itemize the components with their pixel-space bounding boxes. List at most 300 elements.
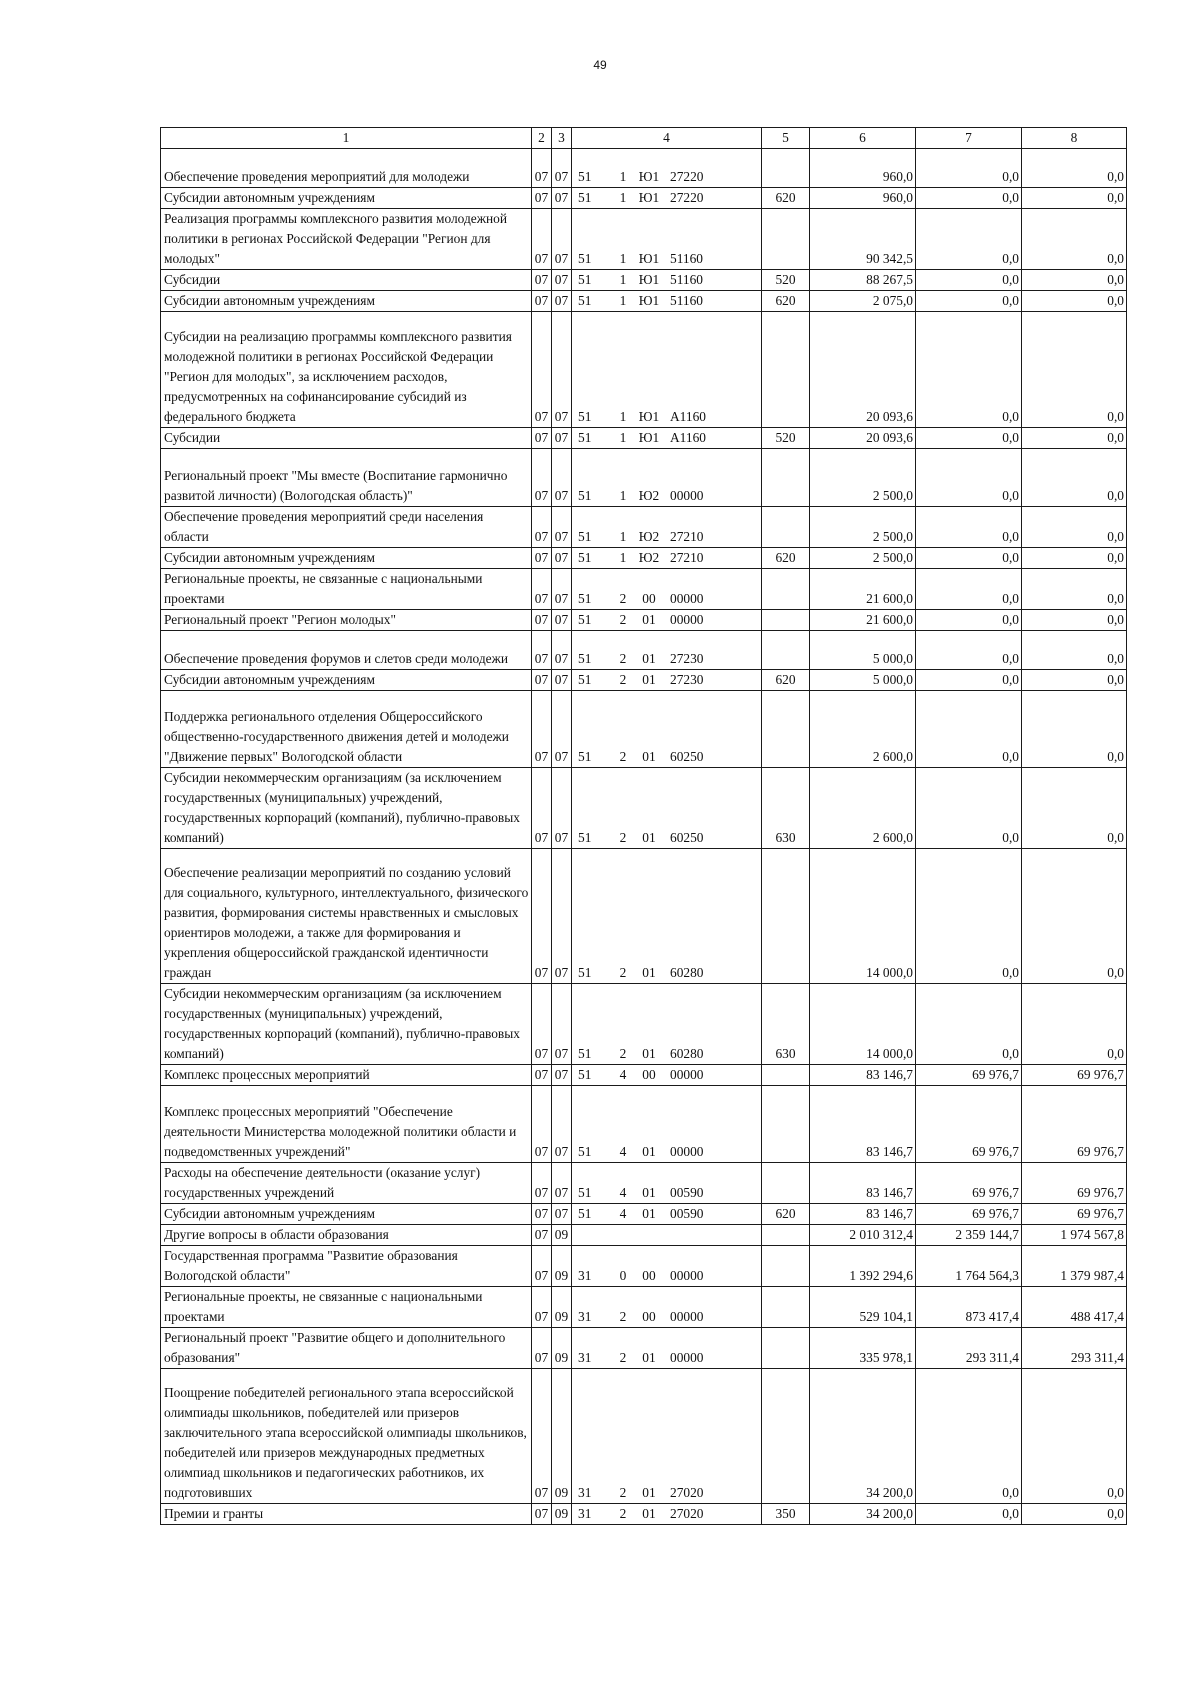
table-row bbox=[161, 188, 1127, 209]
subsection-code-cell: 09 bbox=[552, 1328, 572, 1369]
code-part-k1: 51 bbox=[578, 1206, 592, 1221]
section-code-cell: 07 bbox=[532, 691, 552, 768]
subsection-code-cell: 07 bbox=[552, 1163, 572, 1204]
row-name-cell: Субсидии автономным учреждениям bbox=[161, 1204, 532, 1225]
code-part-k3: 01 bbox=[642, 1506, 656, 1521]
section-code-cell: 07 bbox=[532, 449, 552, 507]
row-name-cell: Субсидии на реализацию программы комплексного развития молодежной политики в регионах Российской Федерации "Регион для молодых", за исключением расходов, предусмотренных на софинансирование субсидий из федерального бюджета bbox=[161, 312, 532, 428]
row-name-cell: Обеспечение проведения мероприятий для молодежи bbox=[161, 149, 532, 188]
code-part-k2: 1 bbox=[619, 169, 627, 184]
table-row bbox=[161, 1204, 1127, 1225]
code-part-k3: 01 bbox=[642, 612, 656, 627]
table-row bbox=[161, 691, 1127, 768]
code-part-k4: 60250 bbox=[670, 830, 704, 845]
amount-col7-cell: 0,0 bbox=[916, 312, 1022, 428]
target-article-code-cell bbox=[572, 1225, 762, 1246]
table-row bbox=[161, 507, 1127, 548]
target-article-code-cell bbox=[572, 428, 762, 449]
amount-col7-cell: 0,0 bbox=[916, 507, 1022, 548]
subsection-code-cell: 07 bbox=[552, 188, 572, 209]
row-name-cell: Субсидии автономным учреждениям bbox=[161, 188, 532, 209]
code-part-k4: 27210 bbox=[670, 550, 704, 565]
code-part-k1: 51 bbox=[578, 293, 592, 308]
target-article-code-cell bbox=[572, 312, 762, 428]
section-code-cell: 07 bbox=[532, 188, 552, 209]
code-part-k1: 51 bbox=[578, 430, 592, 445]
row-name-cell: Комплекс процессных мероприятий "Обеспечение деятельности Министерства молодежной политики области и подведомственных учреждений" bbox=[161, 1086, 532, 1163]
target-article-code-cell bbox=[572, 1246, 762, 1287]
subsection-code-cell: 07 bbox=[552, 849, 572, 984]
row-name-cell: Региональный проект "Регион молодых" bbox=[161, 610, 532, 631]
section-code-cell: 07 bbox=[532, 984, 552, 1065]
expense-type-cell bbox=[762, 149, 810, 188]
amount-col8-cell: 0,0 bbox=[1022, 691, 1127, 768]
target-article-code-cell bbox=[572, 631, 762, 670]
code-part-k3: Ю2 bbox=[638, 550, 660, 565]
amount-col8-cell: 0,0 bbox=[1022, 670, 1127, 691]
amount-col6-cell: 21 600,0 bbox=[810, 610, 916, 631]
target-article-code-cell bbox=[572, 691, 762, 768]
amount-col6-cell: 34 200,0 bbox=[810, 1369, 916, 1504]
table-row bbox=[161, 610, 1127, 631]
target-article-code-cell bbox=[572, 984, 762, 1065]
expense-type-cell: 620 bbox=[762, 188, 810, 209]
code-part-k1: 51 bbox=[578, 550, 592, 565]
code-part-k2: 4 bbox=[619, 1067, 627, 1082]
section-code-cell: 07 bbox=[532, 1246, 552, 1287]
section-code-cell: 07 bbox=[532, 670, 552, 691]
section-code-cell: 07 bbox=[532, 209, 552, 270]
target-article-code-cell bbox=[572, 1086, 762, 1163]
subsection-code-cell: 07 bbox=[552, 569, 572, 610]
code-part-k2: 1 bbox=[619, 550, 627, 565]
amount-col8-cell: 293 311,4 bbox=[1022, 1328, 1127, 1369]
code-part-k2: 1 bbox=[619, 251, 627, 266]
table-row bbox=[161, 670, 1127, 691]
header-col-7: 7 bbox=[916, 128, 1022, 149]
expense-type-cell bbox=[762, 1225, 810, 1246]
code-part-k1: 51 bbox=[578, 830, 592, 845]
section-code-cell: 07 bbox=[532, 1287, 552, 1328]
row-name-cell: Субсидии автономным учреждениям bbox=[161, 291, 532, 312]
subsection-code-cell: 07 bbox=[552, 691, 572, 768]
target-article-code-cell bbox=[572, 1369, 762, 1504]
row-name-cell: Субсидии автономным учреждениям bbox=[161, 548, 532, 569]
table-row bbox=[161, 1369, 1127, 1504]
code-part-k1: 31 bbox=[578, 1309, 592, 1324]
subsection-code-cell: 09 bbox=[552, 1369, 572, 1504]
amount-col8-cell: 69 976,7 bbox=[1022, 1204, 1127, 1225]
code-part-k4: 60280 bbox=[670, 965, 704, 980]
code-part-k3: 01 bbox=[642, 965, 656, 980]
row-name-cell: Другие вопросы в области образования bbox=[161, 1225, 532, 1246]
expense-type-cell bbox=[762, 1287, 810, 1328]
code-part-k3: 01 bbox=[642, 1185, 656, 1200]
row-name-cell: Премии и гранты bbox=[161, 1504, 532, 1525]
code-part-k3: Ю1 bbox=[638, 169, 660, 184]
amount-col7-cell: 69 976,7 bbox=[916, 1204, 1022, 1225]
expense-type-cell bbox=[762, 209, 810, 270]
subsection-code-cell: 07 bbox=[552, 449, 572, 507]
amount-col7-cell: 0,0 bbox=[916, 270, 1022, 291]
code-part-k1: 51 bbox=[578, 591, 592, 606]
expense-type-cell bbox=[762, 312, 810, 428]
row-name-cell: Поощрение победителей регионального этапа всероссийской олимпиады школьников, победителей или призеров заключительного этапа всероссийской олимпиады школьников, победителей или призеров международных предметных олимпиад школьников и педагогических работников, их подготовивших bbox=[161, 1369, 532, 1504]
amount-col6-cell: 2 010 312,4 bbox=[810, 1225, 916, 1246]
expense-type-cell bbox=[762, 1369, 810, 1504]
code-part-k4: 51160 bbox=[670, 293, 703, 308]
target-article-code-cell bbox=[572, 849, 762, 984]
amount-col6-cell: 90 342,5 bbox=[810, 209, 916, 270]
amount-col7-cell: 0,0 bbox=[916, 1369, 1022, 1504]
code-part-k1: 51 bbox=[578, 965, 592, 980]
expense-type-cell: 630 bbox=[762, 984, 810, 1065]
section-code-cell: 07 bbox=[532, 610, 552, 631]
code-part-k2: 1 bbox=[619, 190, 627, 205]
code-part-k4: 27220 bbox=[670, 190, 704, 205]
code-part-k3: 01 bbox=[642, 749, 656, 764]
code-part-k1: 51 bbox=[578, 272, 592, 287]
row-name-cell: Обеспечение проведения форумов и слетов среди молодежи bbox=[161, 631, 532, 670]
amount-col7-cell: 0,0 bbox=[916, 631, 1022, 670]
code-part-k1: 51 bbox=[578, 612, 592, 627]
code-part-k4: 00000 bbox=[670, 488, 704, 503]
subsection-code-cell: 09 bbox=[552, 1225, 572, 1246]
expense-type-cell bbox=[762, 569, 810, 610]
code-part-k4: 00000 bbox=[670, 1350, 704, 1365]
code-part-k1: 31 bbox=[578, 1485, 592, 1500]
expense-type-cell bbox=[762, 1328, 810, 1369]
target-article-code-cell bbox=[572, 1504, 762, 1525]
code-part-k3: 01 bbox=[642, 651, 656, 666]
code-part-k2: 2 bbox=[619, 749, 627, 764]
subsection-code-cell: 07 bbox=[552, 670, 572, 691]
amount-col7-cell: 0,0 bbox=[916, 548, 1022, 569]
code-part-k3: 00 bbox=[642, 591, 656, 606]
code-part-k3: 01 bbox=[642, 1485, 656, 1500]
code-part-k4: 27210 bbox=[670, 529, 704, 544]
code-part-k1: 51 bbox=[578, 251, 592, 266]
code-part-k1: 51 bbox=[578, 1185, 592, 1200]
amount-col8-cell: 0,0 bbox=[1022, 984, 1127, 1065]
amount-col6-cell: 14 000,0 bbox=[810, 849, 916, 984]
code-part-k3: 00 bbox=[642, 1268, 656, 1283]
amount-col6-cell: 2 600,0 bbox=[810, 691, 916, 768]
target-article-code-cell bbox=[572, 1328, 762, 1369]
amount-col6-cell: 83 146,7 bbox=[810, 1204, 916, 1225]
expense-type-cell bbox=[762, 610, 810, 631]
amount-col7-cell: 0,0 bbox=[916, 428, 1022, 449]
target-article-code-cell bbox=[572, 291, 762, 312]
target-article-code-cell bbox=[572, 1163, 762, 1204]
amount-col8-cell: 0,0 bbox=[1022, 312, 1127, 428]
header-col-3: 3 bbox=[552, 128, 572, 149]
code-part-k3: 01 bbox=[642, 1206, 656, 1221]
amount-col7-cell: 293 311,4 bbox=[916, 1328, 1022, 1369]
amount-col7-cell: 0,0 bbox=[916, 149, 1022, 188]
table-row bbox=[161, 149, 1127, 188]
amount-col8-cell: 0,0 bbox=[1022, 291, 1127, 312]
amount-col8-cell: 0,0 bbox=[1022, 188, 1127, 209]
header-col-6: 6 bbox=[810, 128, 916, 149]
code-part-k4: 27230 bbox=[670, 672, 704, 687]
expense-type-cell: 620 bbox=[762, 548, 810, 569]
row-name-cell: Реализация программы комплексного развития молодежной политики в регионах Российской Федерации "Регион для молодых" bbox=[161, 209, 532, 270]
code-part-k3: 01 bbox=[642, 672, 656, 687]
row-name-cell: Субсидии некоммерческим организациям (за исключением государственных (муниципальных) учреждений, государственных корпораций (компаний), публично-правовых компаний) bbox=[161, 984, 532, 1065]
amount-col6-cell: 2 500,0 bbox=[810, 449, 916, 507]
subsection-code-cell: 07 bbox=[552, 548, 572, 569]
subsection-code-cell: 07 bbox=[552, 270, 572, 291]
table-row bbox=[161, 428, 1127, 449]
amount-col6-cell: 5 000,0 bbox=[810, 670, 916, 691]
amount-col6-cell: 20 093,6 bbox=[810, 312, 916, 428]
row-name-cell: Региональные проекты, не связанные с национальными проектами bbox=[161, 1287, 532, 1328]
row-name-cell: Субсидии автономным учреждениям bbox=[161, 670, 532, 691]
subsection-code-cell: 07 bbox=[552, 631, 572, 670]
subsection-code-cell: 07 bbox=[552, 768, 572, 849]
subsection-code-cell: 07 bbox=[552, 610, 572, 631]
subsection-code-cell: 09 bbox=[552, 1287, 572, 1328]
expense-type-cell: 350 bbox=[762, 1504, 810, 1525]
code-part-k1: 51 bbox=[578, 488, 592, 503]
code-part-k2: 0 bbox=[619, 1268, 627, 1283]
code-part-k2: 1 bbox=[619, 529, 627, 544]
code-part-k3: 00 bbox=[642, 1067, 656, 1082]
row-name-cell: Региональный проект "Мы вместе (Воспитание гармонично развитой личности) (Вологодская область)" bbox=[161, 449, 532, 507]
code-part-k4: 27230 bbox=[670, 651, 704, 666]
row-name-cell: Расходы на обеспечение деятельности (оказание услуг) государственных учреждений bbox=[161, 1163, 532, 1204]
page-number: 49 bbox=[593, 58, 607, 72]
amount-col7-cell: 0,0 bbox=[916, 569, 1022, 610]
expense-type-cell: 620 bbox=[762, 1204, 810, 1225]
row-name-cell: Субсидии bbox=[161, 428, 532, 449]
amount-col8-cell: 0,0 bbox=[1022, 1504, 1127, 1525]
table-row bbox=[161, 291, 1127, 312]
table-row bbox=[161, 631, 1127, 670]
subsection-code-cell: 07 bbox=[552, 428, 572, 449]
header-col-2: 2 bbox=[532, 128, 552, 149]
code-part-k2: 2 bbox=[619, 1350, 627, 1365]
code-part-k2: 2 bbox=[619, 1046, 627, 1061]
amount-col6-cell: 21 600,0 bbox=[810, 569, 916, 610]
section-code-cell: 07 bbox=[532, 1504, 552, 1525]
table-row bbox=[161, 1163, 1127, 1204]
table-row bbox=[161, 270, 1127, 291]
code-part-k2: 2 bbox=[619, 591, 627, 606]
amount-col6-cell: 83 146,7 bbox=[810, 1086, 916, 1163]
amount-col7-cell: 1 764 564,3 bbox=[916, 1246, 1022, 1287]
amount-col7-cell: 0,0 bbox=[916, 670, 1022, 691]
expense-type-cell: 630 bbox=[762, 768, 810, 849]
amount-col8-cell: 0,0 bbox=[1022, 849, 1127, 984]
amount-col8-cell: 0,0 bbox=[1022, 631, 1127, 670]
code-part-k1: 51 bbox=[578, 169, 592, 184]
code-part-k4: 27020 bbox=[670, 1506, 704, 1521]
code-part-k2: 2 bbox=[619, 612, 627, 627]
amount-col7-cell: 69 976,7 bbox=[916, 1163, 1022, 1204]
row-name-cell: Обеспечение проведения мероприятий среди населения области bbox=[161, 507, 532, 548]
target-article-code-cell bbox=[572, 569, 762, 610]
amount-col6-cell: 20 093,6 bbox=[810, 428, 916, 449]
row-name-cell: Поддержка регионального отделения Общероссийского общественно-государственного движения детей и молодежи "Движение первых" Вологодской области bbox=[161, 691, 532, 768]
code-part-k3: 01 bbox=[642, 1144, 656, 1159]
expense-type-cell bbox=[762, 631, 810, 670]
section-code-cell: 07 bbox=[532, 768, 552, 849]
row-name-cell: Региональные проекты, не связанные с национальными проектами bbox=[161, 569, 532, 610]
code-part-k3: 00 bbox=[642, 1309, 656, 1324]
subsection-code-cell: 07 bbox=[552, 507, 572, 548]
code-part-k2: 1 bbox=[619, 293, 627, 308]
target-article-code-cell bbox=[572, 507, 762, 548]
target-article-code-cell bbox=[572, 209, 762, 270]
table-row bbox=[161, 1246, 1127, 1287]
amount-col8-cell: 0,0 bbox=[1022, 270, 1127, 291]
code-part-k1: 51 bbox=[578, 749, 592, 764]
amount-col6-cell: 34 200,0 bbox=[810, 1504, 916, 1525]
amount-col8-cell: 0,0 bbox=[1022, 569, 1127, 610]
subsection-code-cell: 07 bbox=[552, 312, 572, 428]
subsection-code-cell: 09 bbox=[552, 1246, 572, 1287]
code-part-k3: 01 bbox=[642, 1046, 656, 1061]
expense-type-cell bbox=[762, 1065, 810, 1086]
code-part-k4: 00590 bbox=[670, 1206, 704, 1221]
code-part-k3: 01 bbox=[642, 830, 656, 845]
target-article-code-cell bbox=[572, 188, 762, 209]
code-part-k2: 2 bbox=[619, 651, 627, 666]
section-code-cell: 07 bbox=[532, 1204, 552, 1225]
code-part-k2: 4 bbox=[619, 1206, 627, 1221]
amount-col8-cell: 1 974 567,8 bbox=[1022, 1225, 1127, 1246]
section-code-cell: 07 bbox=[532, 312, 552, 428]
amount-col6-cell: 1 392 294,6 bbox=[810, 1246, 916, 1287]
header-row bbox=[161, 128, 1127, 149]
amount-col7-cell: 0,0 bbox=[916, 849, 1022, 984]
expense-type-cell bbox=[762, 507, 810, 548]
subsection-code-cell: 07 bbox=[552, 1065, 572, 1086]
row-name-cell: Государственная программа "Развитие образования Вологодской области" bbox=[161, 1246, 532, 1287]
amount-col6-cell: 2 075,0 bbox=[810, 291, 916, 312]
amount-col7-cell: 0,0 bbox=[916, 188, 1022, 209]
code-part-k4: 00000 bbox=[670, 1067, 704, 1082]
amount-col6-cell: 960,0 bbox=[810, 149, 916, 188]
target-article-code-cell bbox=[572, 270, 762, 291]
code-part-k1: 31 bbox=[578, 1268, 592, 1283]
code-part-k4: А1160 bbox=[670, 409, 706, 424]
amount-col8-cell: 0,0 bbox=[1022, 548, 1127, 569]
amount-col7-cell: 0,0 bbox=[916, 768, 1022, 849]
target-article-code-cell bbox=[572, 768, 762, 849]
amount-col6-cell: 2 500,0 bbox=[810, 548, 916, 569]
code-part-k4: 00590 bbox=[670, 1185, 704, 1200]
table-row bbox=[161, 449, 1127, 507]
amount-col8-cell: 0,0 bbox=[1022, 1369, 1127, 1504]
code-part-k1: 31 bbox=[578, 1506, 592, 1521]
code-part-k3: Ю2 bbox=[638, 529, 660, 544]
table-row bbox=[161, 209, 1127, 270]
amount-col8-cell: 0,0 bbox=[1022, 610, 1127, 631]
amount-col7-cell: 2 359 144,7 bbox=[916, 1225, 1022, 1246]
expense-type-cell bbox=[762, 1163, 810, 1204]
amount-col7-cell: 0,0 bbox=[916, 209, 1022, 270]
table-row bbox=[161, 1225, 1127, 1246]
code-part-k3: 01 bbox=[642, 1350, 656, 1365]
code-part-k4: 27220 bbox=[670, 169, 704, 184]
expense-type-cell: 620 bbox=[762, 291, 810, 312]
table-row bbox=[161, 312, 1127, 428]
table-body bbox=[161, 149, 1127, 1525]
amount-col6-cell: 83 146,7 bbox=[810, 1065, 916, 1086]
amount-col7-cell: 0,0 bbox=[916, 984, 1022, 1065]
code-part-k4: 51160 bbox=[670, 251, 703, 266]
row-name-cell: Обеспечение реализации мероприятий по созданию условий для социального, культурного, интеллектуального, физического развития, формирования системы нравственных и смысловых ориентиров молодежи, а также для формирования и укрепления общероссийской гражданской идентичности граждан bbox=[161, 849, 532, 984]
target-article-code-cell bbox=[572, 548, 762, 569]
section-code-cell: 07 bbox=[532, 428, 552, 449]
subsection-code-cell: 09 bbox=[552, 1504, 572, 1525]
section-code-cell: 07 bbox=[532, 548, 552, 569]
amount-col7-cell: 0,0 bbox=[916, 1504, 1022, 1525]
amount-col7-cell: 0,0 bbox=[916, 610, 1022, 631]
amount-col8-cell: 0,0 bbox=[1022, 449, 1127, 507]
target-article-code-cell bbox=[572, 1204, 762, 1225]
budget-table bbox=[160, 127, 1127, 1525]
amount-col8-cell: 0,0 bbox=[1022, 428, 1127, 449]
target-article-code-cell bbox=[572, 149, 762, 188]
code-part-k1: 51 bbox=[578, 672, 592, 687]
target-article-code-cell bbox=[572, 610, 762, 631]
code-part-k1: 51 bbox=[578, 190, 592, 205]
subsection-code-cell: 07 bbox=[552, 1204, 572, 1225]
amount-col7-cell: 69 976,7 bbox=[916, 1065, 1022, 1086]
code-part-k4: 00000 bbox=[670, 1268, 704, 1283]
amount-col6-cell: 5 000,0 bbox=[810, 631, 916, 670]
code-part-k1: 51 bbox=[578, 529, 592, 544]
code-part-k3: Ю1 bbox=[638, 251, 660, 266]
code-part-k2: 1 bbox=[619, 409, 627, 424]
code-part-k2: 2 bbox=[619, 1506, 627, 1521]
code-part-k2: 4 bbox=[619, 1144, 627, 1159]
amount-col6-cell: 529 104,1 bbox=[810, 1287, 916, 1328]
header-col-5: 5 bbox=[762, 128, 810, 149]
amount-col8-cell: 69 976,7 bbox=[1022, 1065, 1127, 1086]
amount-col6-cell: 83 146,7 bbox=[810, 1163, 916, 1204]
code-part-k4: 00000 bbox=[670, 612, 704, 627]
code-part-k2: 2 bbox=[619, 1309, 627, 1324]
code-part-k4: 00000 bbox=[670, 591, 704, 606]
amount-col8-cell: 0,0 bbox=[1022, 209, 1127, 270]
code-part-k4: 60280 bbox=[670, 1046, 704, 1061]
amount-col8-cell: 0,0 bbox=[1022, 768, 1127, 849]
table-row bbox=[161, 1287, 1127, 1328]
amount-col6-cell: 14 000,0 bbox=[810, 984, 916, 1065]
code-part-k1: 51 bbox=[578, 1067, 592, 1082]
amount-col6-cell: 960,0 bbox=[810, 188, 916, 209]
section-code-cell: 07 bbox=[532, 270, 552, 291]
code-part-k2: 1 bbox=[619, 488, 627, 503]
header-col-8: 8 bbox=[1022, 128, 1127, 149]
expense-type-cell: 520 bbox=[762, 270, 810, 291]
code-part-k4: 60250 bbox=[670, 749, 704, 764]
section-code-cell: 07 bbox=[532, 1369, 552, 1504]
code-part-k2: 1 bbox=[619, 430, 627, 445]
code-part-k2: 1 bbox=[619, 272, 627, 287]
code-part-k3: Ю1 bbox=[638, 409, 660, 424]
code-part-k3: Ю1 bbox=[638, 293, 660, 308]
table-row bbox=[161, 569, 1127, 610]
row-name-cell: Комплекс процессных мероприятий bbox=[161, 1065, 532, 1086]
amount-col7-cell: 69 976,7 bbox=[916, 1086, 1022, 1163]
code-part-k4: 00000 bbox=[670, 1144, 704, 1159]
